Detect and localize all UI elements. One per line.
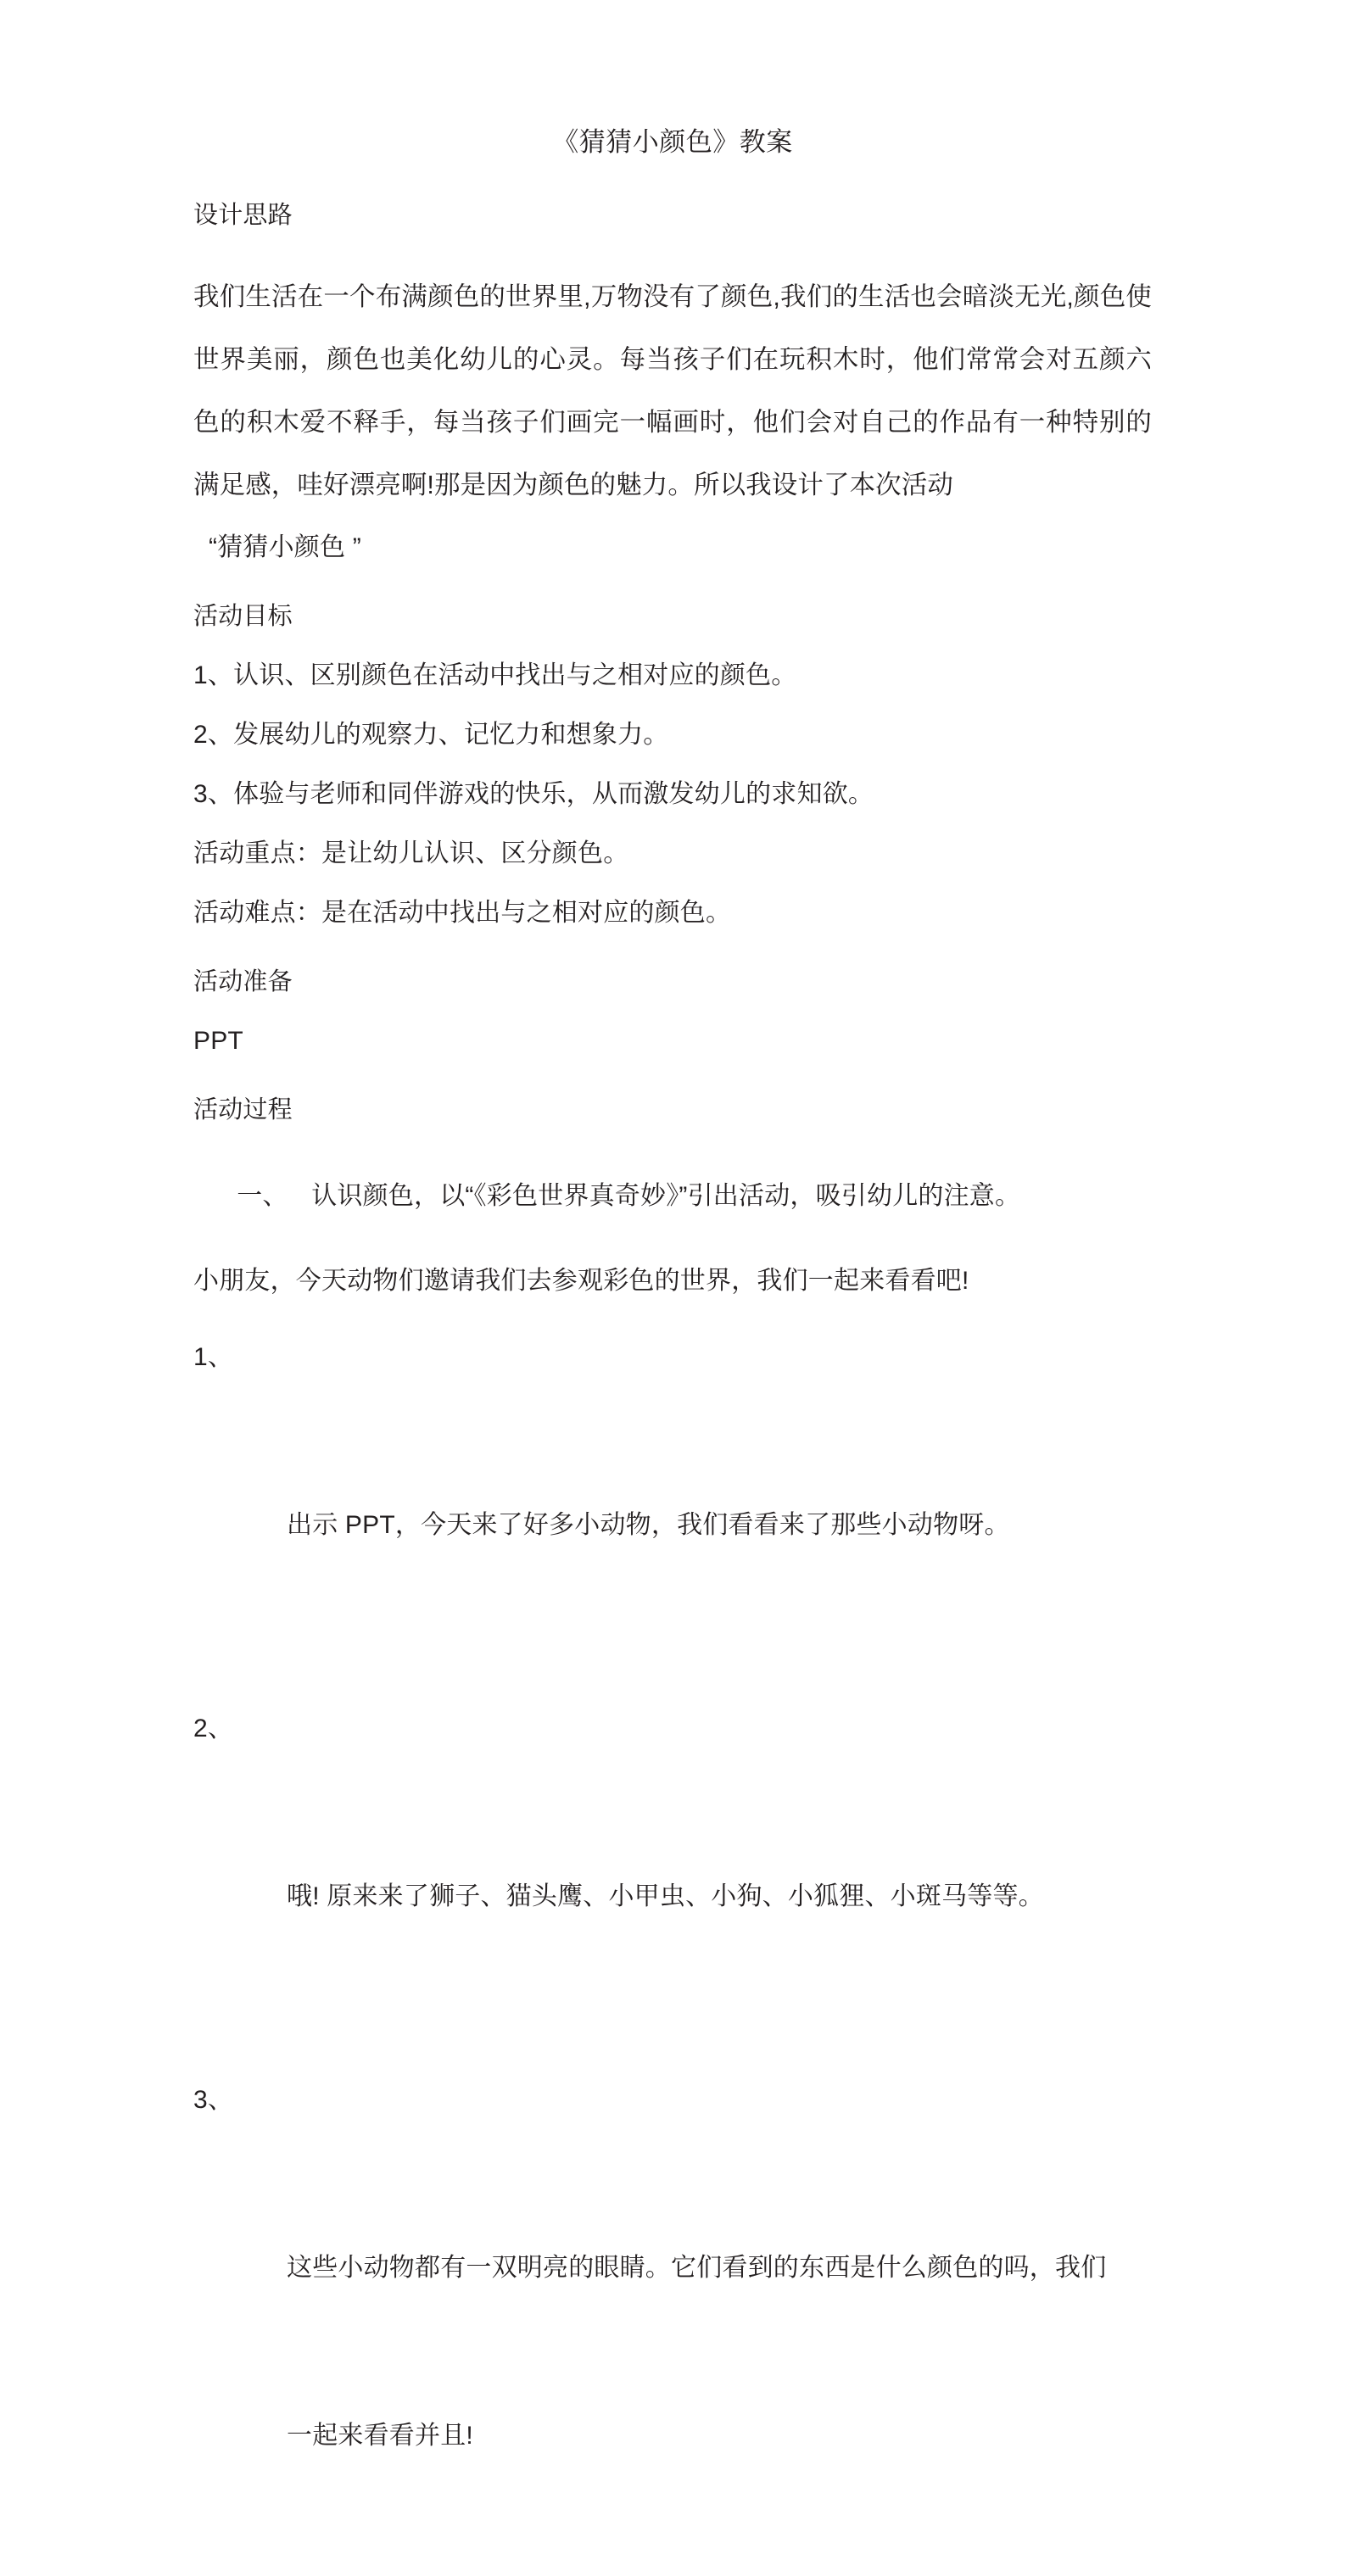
document-body [193, 0, 1152, 2576]
heading-activity-preparation: 活动准备 [193, 968, 293, 996]
paragraph-process-intro: 小朋友，今天动物们邀请我们去参观彩色的世界，我们一起来看看吧! [193, 1267, 969, 1296]
list-text-step-3: 这些小动物都有一双明亮的眼睛。它们看到的东西是什么颜色的吗，我们 [287, 2254, 1107, 2283]
heading-activity-goals: 活动目标 [193, 603, 293, 631]
page-title: 《猜猜小颜色》教案 [552, 127, 793, 157]
heading-activity-process: 活动过程 [193, 1096, 293, 1124]
list-item-goal-2: 2、发展幼儿的观察力、记忆力和想象力。 [193, 721, 669, 750]
list-item-step-2 [193, 1701, 1152, 2037]
list-marker-roman-one: 一、 [237, 1182, 288, 1211]
list-item-goal-1: 1、认识、区别颜色在活动中找出与之相对应的颜色。 [193, 661, 797, 690]
paragraph-difficulty: 活动难点：是在活动中找出与之相对应的颜色。 [193, 899, 732, 928]
list-item-process-one [193, 1158, 1152, 1235]
paragraph-design-idea: 我们生活在一个布满颜色的世界里,万物没有了颜色,我们的生活也会暗淡无光,颜色使世界美丽，颜色也美化幼儿的心灵。每当孩子们在玩积木时，他们常常会对五颜六色的积木爱不释手，每当孩子们画完一幅画时，他们会对自己的作品有一种特别的满足感，哇好漂亮啊!那是因为颜色的魅力。所以我设计了本次活动 [193, 282, 1152, 500]
list-marker-step-2: 2、 [193, 1715, 234, 1743]
paragraph-preparation-content: PPT [193, 1027, 243, 1056]
list-item-goal-3: 3、体验与老师和同伴游戏的快乐，从而激发幼儿的求知欲。 [193, 780, 874, 809]
paragraph-key-point: 活动重点：是让幼儿认识、区分颜色。 [193, 839, 629, 868]
list-text-step-1: 出示 PPT，今天来了好多小动物，我们看看来了那些小动物呀。 [287, 1511, 1010, 1540]
list-marker-step-1: 1、 [193, 1343, 234, 1372]
list-text-process-one: 认识颜色，以“《彩色世界真奇妙》”引出活动，吸引幼儿的注意。 [311, 1182, 1021, 1211]
list-text-step-3-continued: 一起来看看并且! [287, 2422, 473, 2451]
list-text-step-2: 哦! 原来来了狮子、猫头鹰、小甲虫、小狗、小狐狸、小斑马等等。 [287, 1882, 1044, 1911]
heading-design-idea: 设计思路 [193, 202, 293, 230]
list-marker-step-3: 3、 [193, 2086, 234, 2115]
list-item-step-3 [193, 2072, 1152, 2576]
paragraph-design-quote: “猜猜小颜色 ” [209, 533, 361, 562]
list-item-step-1 [193, 1330, 1152, 1665]
